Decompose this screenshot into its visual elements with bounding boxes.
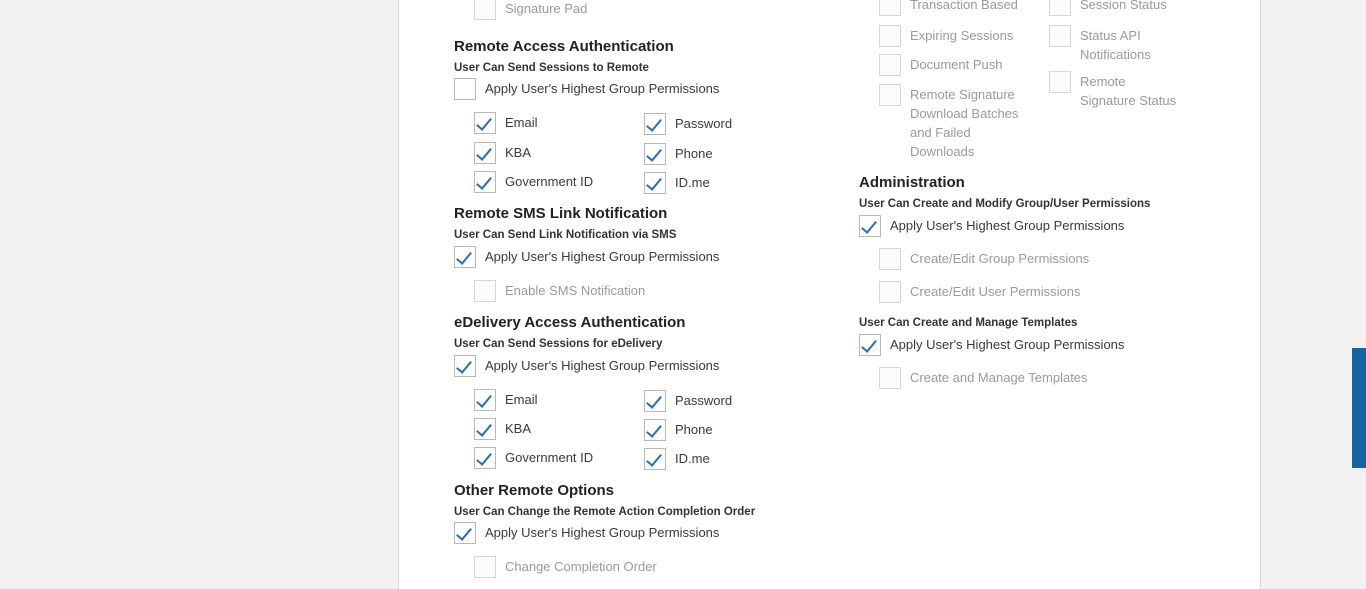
row-remote-access-apply-highest[interactable] xyxy=(454,78,719,100)
edelivery-password-checkbox[interactable] xyxy=(644,390,666,412)
edelivery-password-label: Password xyxy=(675,393,733,408)
edelivery-kba-label: KBA xyxy=(505,421,532,436)
row-status-api-notifications[interactable] xyxy=(1049,25,1180,64)
expiring-sessions-checkbox[interactable] xyxy=(879,25,901,47)
create-edit-group-permissions-label: Create/Edit Group Permissions xyxy=(910,251,1090,266)
expiring-sessions-label: Expiring Sessions xyxy=(910,28,1014,43)
sms-apply-highest-checkbox[interactable] xyxy=(454,246,476,268)
remote-access-kba-label: KBA xyxy=(505,145,532,160)
create-manage-templates-label: Create and Manage Templates xyxy=(910,370,1088,385)
row-create-edit-user-permissions[interactable] xyxy=(879,281,1081,303)
change-completion-order-checkbox[interactable] xyxy=(474,556,496,578)
remote-access-idme-label: ID.me xyxy=(675,175,710,190)
remote-access-password-checkbox[interactable] xyxy=(644,113,666,135)
row-session-status[interactable] xyxy=(1049,0,1167,16)
row-remote-access-password[interactable] xyxy=(644,113,732,135)
subtitle-user-can-send-link-sms: User Can Send Link Notification via SMS xyxy=(454,229,677,241)
row-edelivery-apply-highest[interactable] xyxy=(454,355,719,377)
remote-access-idme-checkbox[interactable] xyxy=(644,172,666,194)
other-remote-apply-highest-label: Apply User's Highest Group Permissions xyxy=(485,525,720,540)
other-remote-apply-highest-checkbox[interactable] xyxy=(454,522,476,544)
edelivery-government-id-checkbox[interactable] xyxy=(474,447,496,469)
section-title-remote-sms: Remote SMS Link Notification xyxy=(454,205,668,222)
remote-access-apply-highest-checkbox[interactable] xyxy=(454,78,476,100)
edelivery-email-checkbox[interactable] xyxy=(474,389,496,411)
remote-access-apply-highest-label: Apply User's Highest Group Permissions xyxy=(485,81,720,96)
create-edit-user-permissions-checkbox[interactable] xyxy=(879,281,901,303)
edelivery-apply-highest-label: Apply User's Highest Group Permissions xyxy=(485,358,720,373)
remote-signature-status-checkbox[interactable] xyxy=(1049,71,1071,93)
right-gutter xyxy=(1260,0,1366,589)
row-remote-access-government-id[interactable] xyxy=(474,171,593,193)
document-push-checkbox[interactable] xyxy=(879,54,901,76)
transaction-based-checkbox[interactable] xyxy=(879,0,901,16)
row-edelivery-phone[interactable] xyxy=(644,419,713,441)
scroll-indicator[interactable] xyxy=(1352,348,1366,468)
row-edelivery-kba[interactable] xyxy=(474,418,531,440)
subtitle-user-can-change-completion-order: User Can Change the Remote Action Completion Order xyxy=(454,506,756,518)
subtitle-create-modify-permissions: User Can Create and Modify Group/User Permissions xyxy=(859,198,1151,210)
session-status-checkbox[interactable] xyxy=(1049,0,1071,16)
remote-access-phone-label: Phone xyxy=(675,146,713,161)
session-status-label: Session Status xyxy=(1080,0,1167,12)
row-create-edit-group-permissions[interactable] xyxy=(879,248,1089,270)
create-manage-templates-checkbox[interactable] xyxy=(879,367,901,389)
remote-access-kba-checkbox[interactable] xyxy=(474,142,496,164)
row-remote-access-email[interactable] xyxy=(474,112,538,134)
row-remote-access-kba[interactable] xyxy=(474,142,531,164)
edelivery-apply-highest-checkbox[interactable] xyxy=(454,355,476,377)
change-completion-order-label: Change Completion Order xyxy=(505,559,657,574)
edelivery-email-label: Email xyxy=(505,392,538,407)
edelivery-government-id-label: Government ID xyxy=(505,450,594,465)
subtitle-create-manage-templates: User Can Create and Manage Templates xyxy=(859,317,1078,329)
row-expiring-sessions[interactable] xyxy=(879,25,1013,47)
admin-permissions-apply-highest-label: Apply User's Highest Group Permissions xyxy=(890,218,1125,233)
subtitle-user-can-send-sessions-remote: User Can Send Sessions to Remote xyxy=(454,62,649,74)
sms-apply-highest-label: Apply User's Highest Group Permissions xyxy=(485,249,720,264)
row-remote-signature-status[interactable] xyxy=(1049,71,1180,110)
row-transaction-based[interactable] xyxy=(879,0,1018,16)
row-document-push[interactable] xyxy=(879,54,1003,76)
remote-signature-status-label: Remote Signature Status xyxy=(1080,74,1177,108)
row-remote-access-phone[interactable] xyxy=(644,143,713,165)
section-title-edelivery: eDelivery Access Authentication xyxy=(454,314,686,331)
create-edit-user-permissions-label: Create/Edit User Permissions xyxy=(910,284,1081,299)
edelivery-idme-checkbox[interactable] xyxy=(644,448,666,470)
row-signature-pad[interactable] xyxy=(474,0,587,20)
create-edit-group-permissions-checkbox[interactable] xyxy=(879,248,901,270)
templates-apply-highest-label: Apply User's Highest Group Permissions xyxy=(890,337,1125,352)
remote-access-government-id-label: Government ID xyxy=(505,174,594,189)
status-api-notifications-checkbox[interactable] xyxy=(1049,25,1071,47)
section-title-administration: Administration xyxy=(859,174,965,191)
row-enable-sms-notification[interactable] xyxy=(474,280,645,302)
edelivery-phone-checkbox[interactable] xyxy=(644,419,666,441)
remote-access-email-label: Email xyxy=(505,115,538,130)
remote-signature-download-label: Remote Signature Download Batches and Failed Downloads xyxy=(910,87,1019,159)
subtitle-user-can-send-sessions-edelivery: User Can Send Sessions for eDelivery xyxy=(454,338,663,350)
section-title-other-remote-options: Other Remote Options xyxy=(454,482,615,499)
templates-apply-highest-checkbox[interactable] xyxy=(859,334,881,356)
row-edelivery-email[interactable] xyxy=(474,389,538,411)
edelivery-idme-label: ID.me xyxy=(675,451,710,466)
row-create-manage-templates[interactable] xyxy=(879,367,1088,389)
row-sms-apply-highest[interactable] xyxy=(454,246,719,268)
row-other-remote-apply-highest[interactable] xyxy=(454,522,719,544)
enable-sms-notification-checkbox[interactable] xyxy=(474,280,496,302)
row-change-completion-order[interactable] xyxy=(474,556,657,578)
edelivery-phone-label: Phone xyxy=(675,422,713,437)
document-push-label: Document Push xyxy=(910,57,1003,72)
transaction-based-label: Transaction Based xyxy=(910,0,1018,12)
remote-access-government-id-checkbox[interactable] xyxy=(474,171,496,193)
permissions-content xyxy=(399,0,1260,589)
row-edelivery-password[interactable] xyxy=(644,390,732,412)
enable-sms-notification-label: Enable SMS Notification xyxy=(505,283,646,298)
status-api-notifications-label: Status API Notifications xyxy=(1080,28,1151,62)
edelivery-kba-checkbox[interactable] xyxy=(474,418,496,440)
remote-access-password-label: Password xyxy=(675,116,733,131)
row-remote-access-idme[interactable] xyxy=(644,172,710,194)
row-templates-apply-highest[interactable] xyxy=(859,334,1124,356)
row-edelivery-government-id[interactable] xyxy=(474,447,593,469)
signature-pad-label: Signature Pad xyxy=(505,1,588,16)
row-edelivery-idme[interactable] xyxy=(644,448,710,470)
remote-access-email-checkbox[interactable] xyxy=(474,112,496,134)
row-admin-permissions-apply-highest[interactable] xyxy=(859,215,1124,237)
remote-signature-download-checkbox[interactable] xyxy=(879,84,901,106)
admin-permissions-apply-highest-checkbox[interactable] xyxy=(859,215,881,237)
left-gutter xyxy=(0,0,399,589)
signature-pad-checkbox[interactable] xyxy=(474,0,496,20)
row-remote-signature-download[interactable] xyxy=(879,84,1025,161)
remote-access-phone-checkbox[interactable] xyxy=(644,143,666,165)
section-title-remote-access-auth: Remote Access Authentication xyxy=(454,38,674,55)
